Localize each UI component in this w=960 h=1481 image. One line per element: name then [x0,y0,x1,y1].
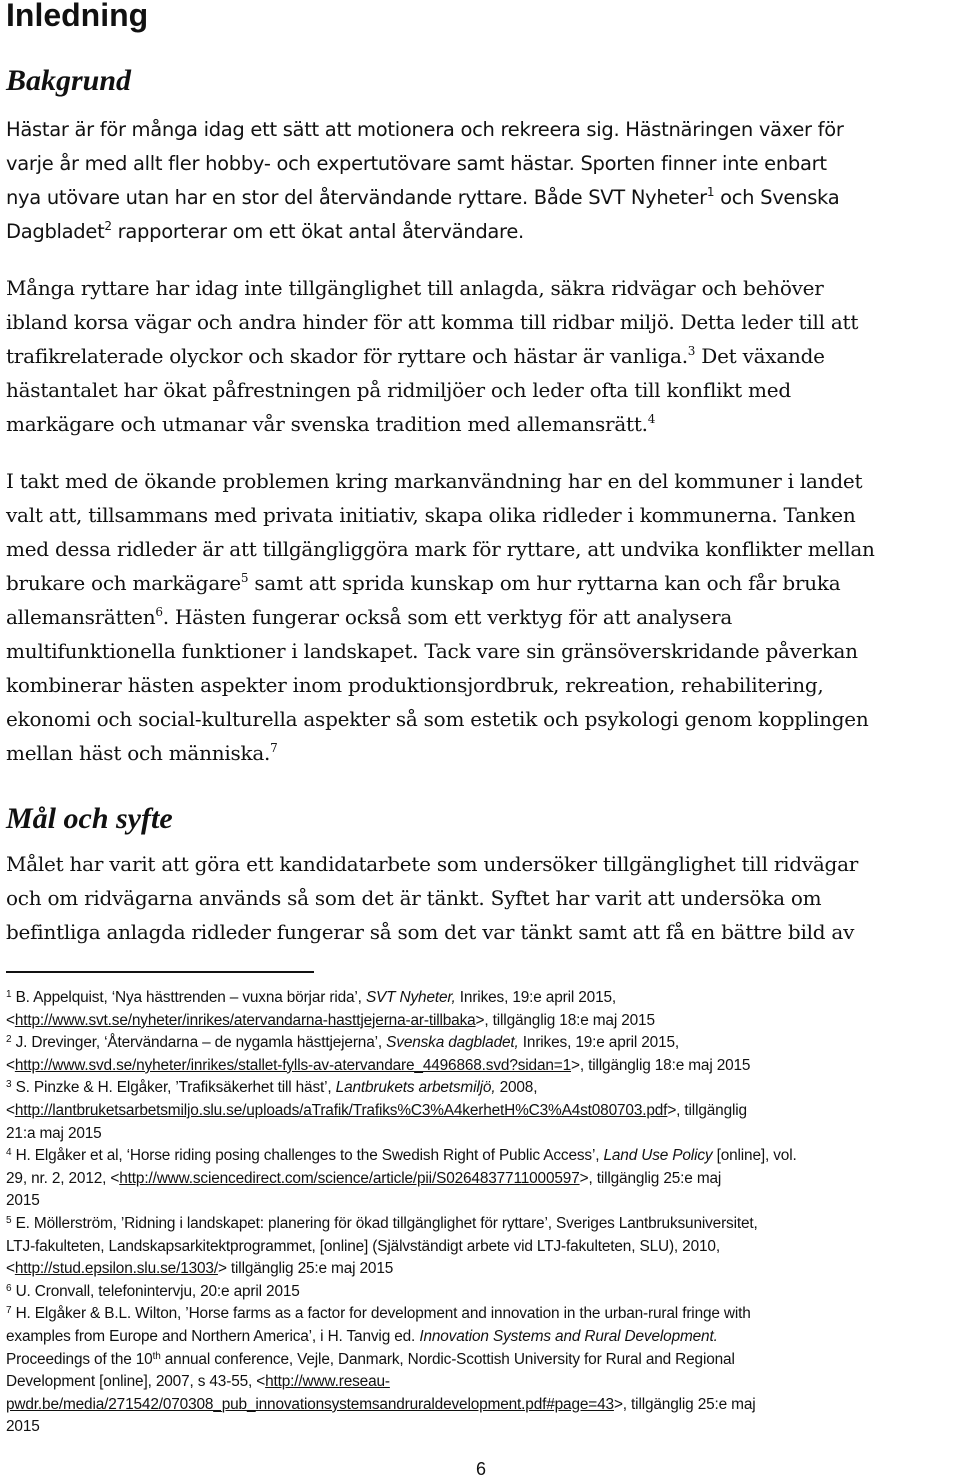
text-line: allemansrätten$^6$. Hästen fungerar också som ett verktyg för att analysera [6,605,733,629]
footnote-5-link-line: <http://stud.epsilon.slu.se/1303/> tillgänglig 25:e maj 2015 [6,1260,394,1278]
section-title-mal-och-syfte: Mål och syfte [6,802,173,835]
footnote-link[interactable]: http://www.svd.se/nyheter/inrikes/stallet-fylls-av-atervandare_4496868.svd?sidan=1 [14,1056,572,1074]
footnote-4-link-line: 29, nr. 2, 2012, <http://www.sciencedirect.com/science/article/pii/S0264837711000597>, tillgänglig 25:e maj [6,1169,722,1187]
page-number: 6 [476,1459,487,1479]
footnote-divider [6,971,314,973]
footnote-ref[interactable]: 7 [270,741,278,755]
paragraph-problem [6,271,956,441]
footnote-6: $^6$ U. Cronvall, telefonintervju, 20:e april 2015 [6,1282,300,1300]
page-title: Inledning [6,0,149,33]
text-line: multifunktionella funktioner i landskapet. Tack vare sin gränsöverskridande påverkan [6,639,858,663]
text-line: brukare och markägare$^5$ samt att sprida kunskap om hur ryttarna kan och får bruka [6,571,841,595]
paragraph-goal [6,847,956,949]
footnote-3: $^3$ S. Pinzke & H. Elgåker, ’Trafiksäkerhet till häst’, Lantbrukets arbetsmiljö, 2008, [6,1079,538,1097]
footnote-ref[interactable]: 1 [706,185,715,199]
footnote-3-link-line: <http://lantbruketsarbetsmiljo.slu.se/uploads/aTrafik/Trafiks%C3%A4kerhetH%C3%A4st080703.pdf>, tillgänglig [6,1101,747,1119]
footnote-text: 2015 [6,1192,40,1210]
text-line: Dagbladet$^2$ rapporterar om ett ökat antal återvändare. [6,219,524,243]
footnote-text: examples from Europe and Northern America’, i H. Tanvig ed. Innovation Systems and Rural Development. [6,1327,718,1345]
text-line: med dessa ridleder är att tillgängliggöra mark för ryttare, att undvika konflikter mellan [6,537,875,561]
footnote-text: Proceedings of the 10th annual conference, Vejle, Danmark, Nordic-Scottish University for Rural and Regional [6,1350,735,1368]
text-line: hästantalet har ökat påfrestningen på ridmiljöer och leder ofta till konflikt med [6,378,791,402]
footnote-4: $^4$ H. Elgåker et al, ‘Horse riding posing challenges to the Swedish Right of Public Access’, Land Use Policy [online], vol. [6,1147,797,1165]
footnote-7-link-line: pwdr.be/media/271542/070308_pub_innovationsystemsandruraldevelopment.pdf#page=43>, tillgänglig 25:e maj [6,1395,756,1413]
footnote-ref[interactable]: 4 [647,412,656,426]
footnote-text: LTJ-fakulteten, Landskapsarkitektprogrammet, [online] (Självständigt arbete vid LTJ-fakulteten, SLU), 2010, [6,1237,720,1255]
footnote-text: 2015 [6,1418,40,1436]
footnote-ref[interactable]: 3 [687,344,696,358]
footnote-ref[interactable]: 5 [240,571,249,585]
footnote-text: 21:a maj 2015 [6,1124,102,1142]
footnote-7-link-line: Development [online], 2007, s 43-55, <http://www.reseau- [6,1373,390,1391]
text-line: trafikrelaterade olyckor och skador för ryttare och hästar är vanliga.$^3$ Det växande [6,344,825,368]
text-line: ekonomi och social-kulturella aspekter så som estetik och psykologi genom kopplingen [6,707,869,731]
text-line: befintliga anlagda ridleder fungerar så som det var tänkt samt att få en bättre bild av [6,920,855,944]
text-line: och om ridvägarna används så som det är tänkt. Syftet har varit att undersöka om [6,886,822,910]
text-line: I takt med de ökande problemen kring markanvändning har en del kommuner i landet [6,469,863,493]
footnote-link[interactable]: http://www.sciencedirect.com/science/article/pii/S0264837711000597 [119,1169,580,1187]
footnote-link[interactable]: http://lantbruketsarbetsmiljo.slu.se/uploads/aTrafik/Trafiks%C3%A4kerhetH%C3%A4st080703.pdf [14,1101,668,1119]
text-line: nya utövare utan har en stor del återvändande ryttare. Både SVT Nyheter$^1$ och Svenska [6,185,840,209]
section-title-bakgrund: Bakgrund [6,64,132,97]
text-line: ibland korsa vägar och andra hinder för att komma till ridbar miljö. Detta leder till att [6,310,859,334]
text-line: Många ryttare har idag inte tillgänglighet till anlagda, säkra ridvägar och behöver [6,276,824,300]
text-line: kombinerar hästen aspekter inom produktionsjordbruk, rekreation, rehabilitering, [6,673,824,697]
footnote-2-link-line: <http://www.svd.se/nyheter/inrikes/stallet-fylls-av-atervandare_4496868.svd?sidan=1>, tillgänglig 18:e maj 2015 [6,1056,751,1074]
footnote-link[interactable]: http://stud.epsilon.slu.se/1303/ [14,1260,218,1278]
footnotes [6,987,958,1439]
footnote-5: $^5$ E. Möllerström, ’Ridning i landskapet: planering för ökad tillgänglighet för ryttare’, Sveriges Lantbruksuniversitet, [6,1214,758,1232]
paragraph-ridleder [6,464,956,770]
footnote-ref[interactable]: 2 [104,219,112,233]
footnote-7: $^7$ H. Elgåker & B.L. Wilton, ’Horse farms as a factor for development and innovation in the urban-rural fringe with [6,1305,751,1323]
text-line: varje år med allt fler hobby- och expertutövare samt hästar. Sporten finner inte enbart [6,152,827,175]
footnote-2: $^2$ J. Drevinger, ‘Återvändarna – de nygamla hästtjejerna’, Svenska dagbladet, Inrikes, 19:e april 2015, [6,1034,680,1052]
text-line: markägare och utmanar vår svenska tradition med allemansrätt.$^4$ [6,412,656,436]
footnote-1-link-line: <http://www.svt.se/nyheter/inrikes/atervandarna-hasttjejerna-ar-tillbaka>, tillgänglig 18:e maj 2015 [6,1011,655,1029]
footnote-link[interactable]: pwdr.be/media/271542/070308_pub_innovationsystemsandruraldevelopment.pdf#page=43 [6,1395,614,1413]
text-line: valt att, tillsammans med privata initiativ, skapa olika ridleder i kommunerna. Tanken [6,503,856,527]
paragraph-intro [6,113,956,249]
footnote-1: $^1$ B. Appelquist, ‘Nya hästtrenden – vuxna börjar rida’, SVT Nyheter, Inrikes, 19:e april 2015, [6,989,617,1006]
footnote-ref[interactable]: 6 [155,605,163,619]
text-line: mellan häst och människa.$^7$ [6,741,278,765]
text-line: Hästar är för många idag ett sätt att motionera och rekreera sig. Hästnäringen växer för [6,118,844,141]
text-line: Målet har varit att göra ett kandidatarbete som undersöker tillgänglighet till ridvägar [6,852,859,876]
footnote-link[interactable]: http://www.reseau- [265,1373,390,1391]
footnote-link[interactable]: http://www.svt.se/nyheter/inrikes/atervandarna-hasttjejerna-ar-tillbaka [14,1011,476,1029]
